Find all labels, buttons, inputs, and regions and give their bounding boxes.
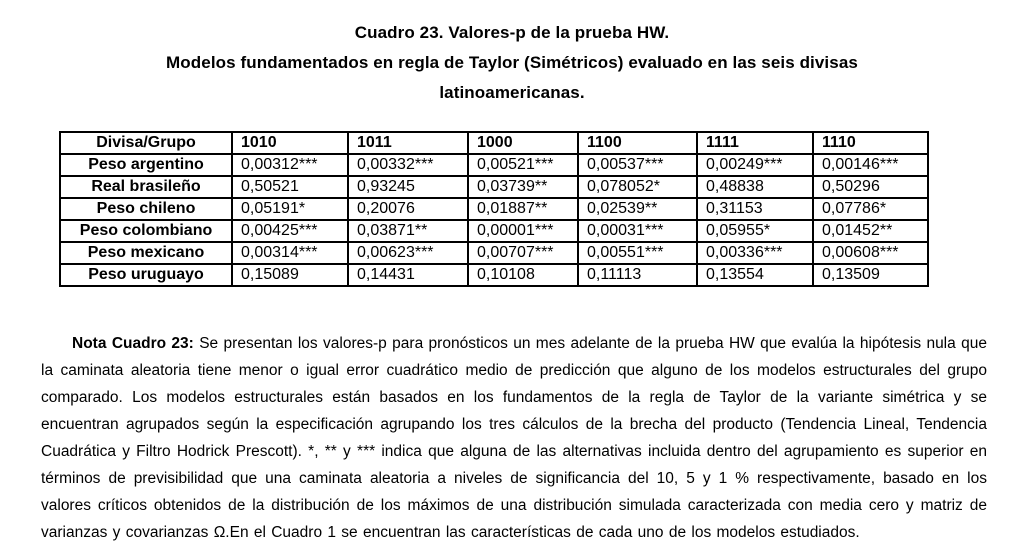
table-cell: 0,00001***: [468, 220, 578, 242]
table-cell: 0,00312***: [232, 154, 348, 176]
table-cell: 0,01887**: [468, 198, 578, 220]
note-label: Nota Cuadro 23:: [72, 335, 194, 352]
row-header: Peso uruguayo: [60, 264, 232, 286]
row-header: Peso colombiano: [60, 220, 232, 242]
table-cell: 0,10108: [468, 264, 578, 286]
table-cell: 0,00521***: [468, 154, 578, 176]
table-cell: 0,00332***: [348, 154, 468, 176]
table-cell: 0,11113: [578, 264, 697, 286]
row-header: Peso mexicano: [60, 242, 232, 264]
table-cell: 0,05191*: [232, 198, 348, 220]
table-cell: 0,078052*: [578, 176, 697, 198]
table-cell: 0,93245: [348, 176, 468, 198]
table-cell: 0,00608***: [813, 242, 928, 264]
table-cell: 0,00551***: [578, 242, 697, 264]
table-cell: 0,13554: [697, 264, 813, 286]
table-cell: 0,00249***: [697, 154, 813, 176]
table-cell: 0,03871**: [348, 220, 468, 242]
table-cell: 0,07786*: [813, 198, 928, 220]
title-line-2: Modelos fundamentados en regla de Taylor (Simétricos) evaluado en las seis divisas: [166, 53, 858, 72]
table-cell: 0,00336***: [697, 242, 813, 264]
column-header-1011: 1011: [348, 132, 468, 154]
title-line-3: latinoamericanas.: [439, 83, 585, 102]
column-header-1111: 1111: [697, 132, 813, 154]
row-header: Real brasileño: [60, 176, 232, 198]
note-body: Se presentan los valores-p para pronósticos un mes adelante de la prueba HW que evalúa la hipótesis nula que la caminata aleatoria tiene menor o igual error cuadrático medio de predicción que alguno de los modelos estructurales del grupo comparado. Los modelos estructurales están basados en los fundamentos de la regla de Taylor de la variante simétrica y se encuentran agrupados según la especificación agrupando los tres cálculos de la brecha del producto (Tendencia Lineal, Tendencia Cuadrática y Filtro Hodrick Prescott). *, ** y *** indica que alguna de las alternativas incluida dentro del agrupamiento es superior en términos de previsibilidad que una caminata aleatoria a niveles de significancia del 10, 5 y 1 % respectivamente, basado en los valores críticos obtenidos de la distribución de los máximos de una distribución simulada caracterizada con media cero y matriz de varianzas y covarianzas Ω.En el Cuadro 1 se encuentran las características de cada uno de los modelos estudiados.: [41, 335, 987, 541]
table-row-real-brasileno: [60, 176, 928, 198]
table-cell: 0,05955*: [697, 220, 813, 242]
table-cell: 0,20076: [348, 198, 468, 220]
column-header-1110: 1110: [813, 132, 928, 154]
title-line-1: Cuadro 23. Valores-p de la prueba HW.: [354, 23, 670, 42]
column-header-1010: 1010: [232, 132, 348, 154]
table-cell: 0,00623***: [348, 242, 468, 264]
pvalues-table: [59, 131, 929, 287]
row-header: Peso argentino: [60, 154, 232, 176]
table-cell: 0,00537***: [578, 154, 697, 176]
table-title: [0, 18, 1024, 108]
table-cell: 0,50521: [232, 176, 348, 198]
table-cell: 0,00031***: [578, 220, 697, 242]
table-row-peso-uruguayo: [60, 264, 928, 286]
table-row-peso-argentino: [60, 154, 928, 176]
table-cell: 0,01452**: [813, 220, 928, 242]
table-cell: 0,00314***: [232, 242, 348, 264]
table-cell: 0,00707***: [468, 242, 578, 264]
column-header-1100: 1100: [578, 132, 697, 154]
row-header: Peso chileno: [60, 198, 232, 220]
table-cell: 0,50296: [813, 176, 928, 198]
table-row-peso-chileno: [60, 198, 928, 220]
table-row-peso-mexicano: [60, 242, 928, 264]
table-note: [41, 330, 987, 546]
table-cell: 0,02539**: [578, 198, 697, 220]
table-cell: 0,13509: [813, 264, 928, 286]
table-cell: 0,03739**: [468, 176, 578, 198]
table-cell: 0,00146***: [813, 154, 928, 176]
table-cell: 0,31153: [697, 198, 813, 220]
table-cell: 0,14431: [348, 264, 468, 286]
table-cell: 0,15089: [232, 264, 348, 286]
column-header-divisa-grupo: Divisa/Grupo: [60, 132, 232, 154]
table-row-peso-colombiano: [60, 220, 928, 242]
header-row: [60, 132, 928, 154]
table-cell: 0,00425***: [232, 220, 348, 242]
table-cell: 0,48838: [697, 176, 813, 198]
column-header-1000: 1000: [468, 132, 578, 154]
